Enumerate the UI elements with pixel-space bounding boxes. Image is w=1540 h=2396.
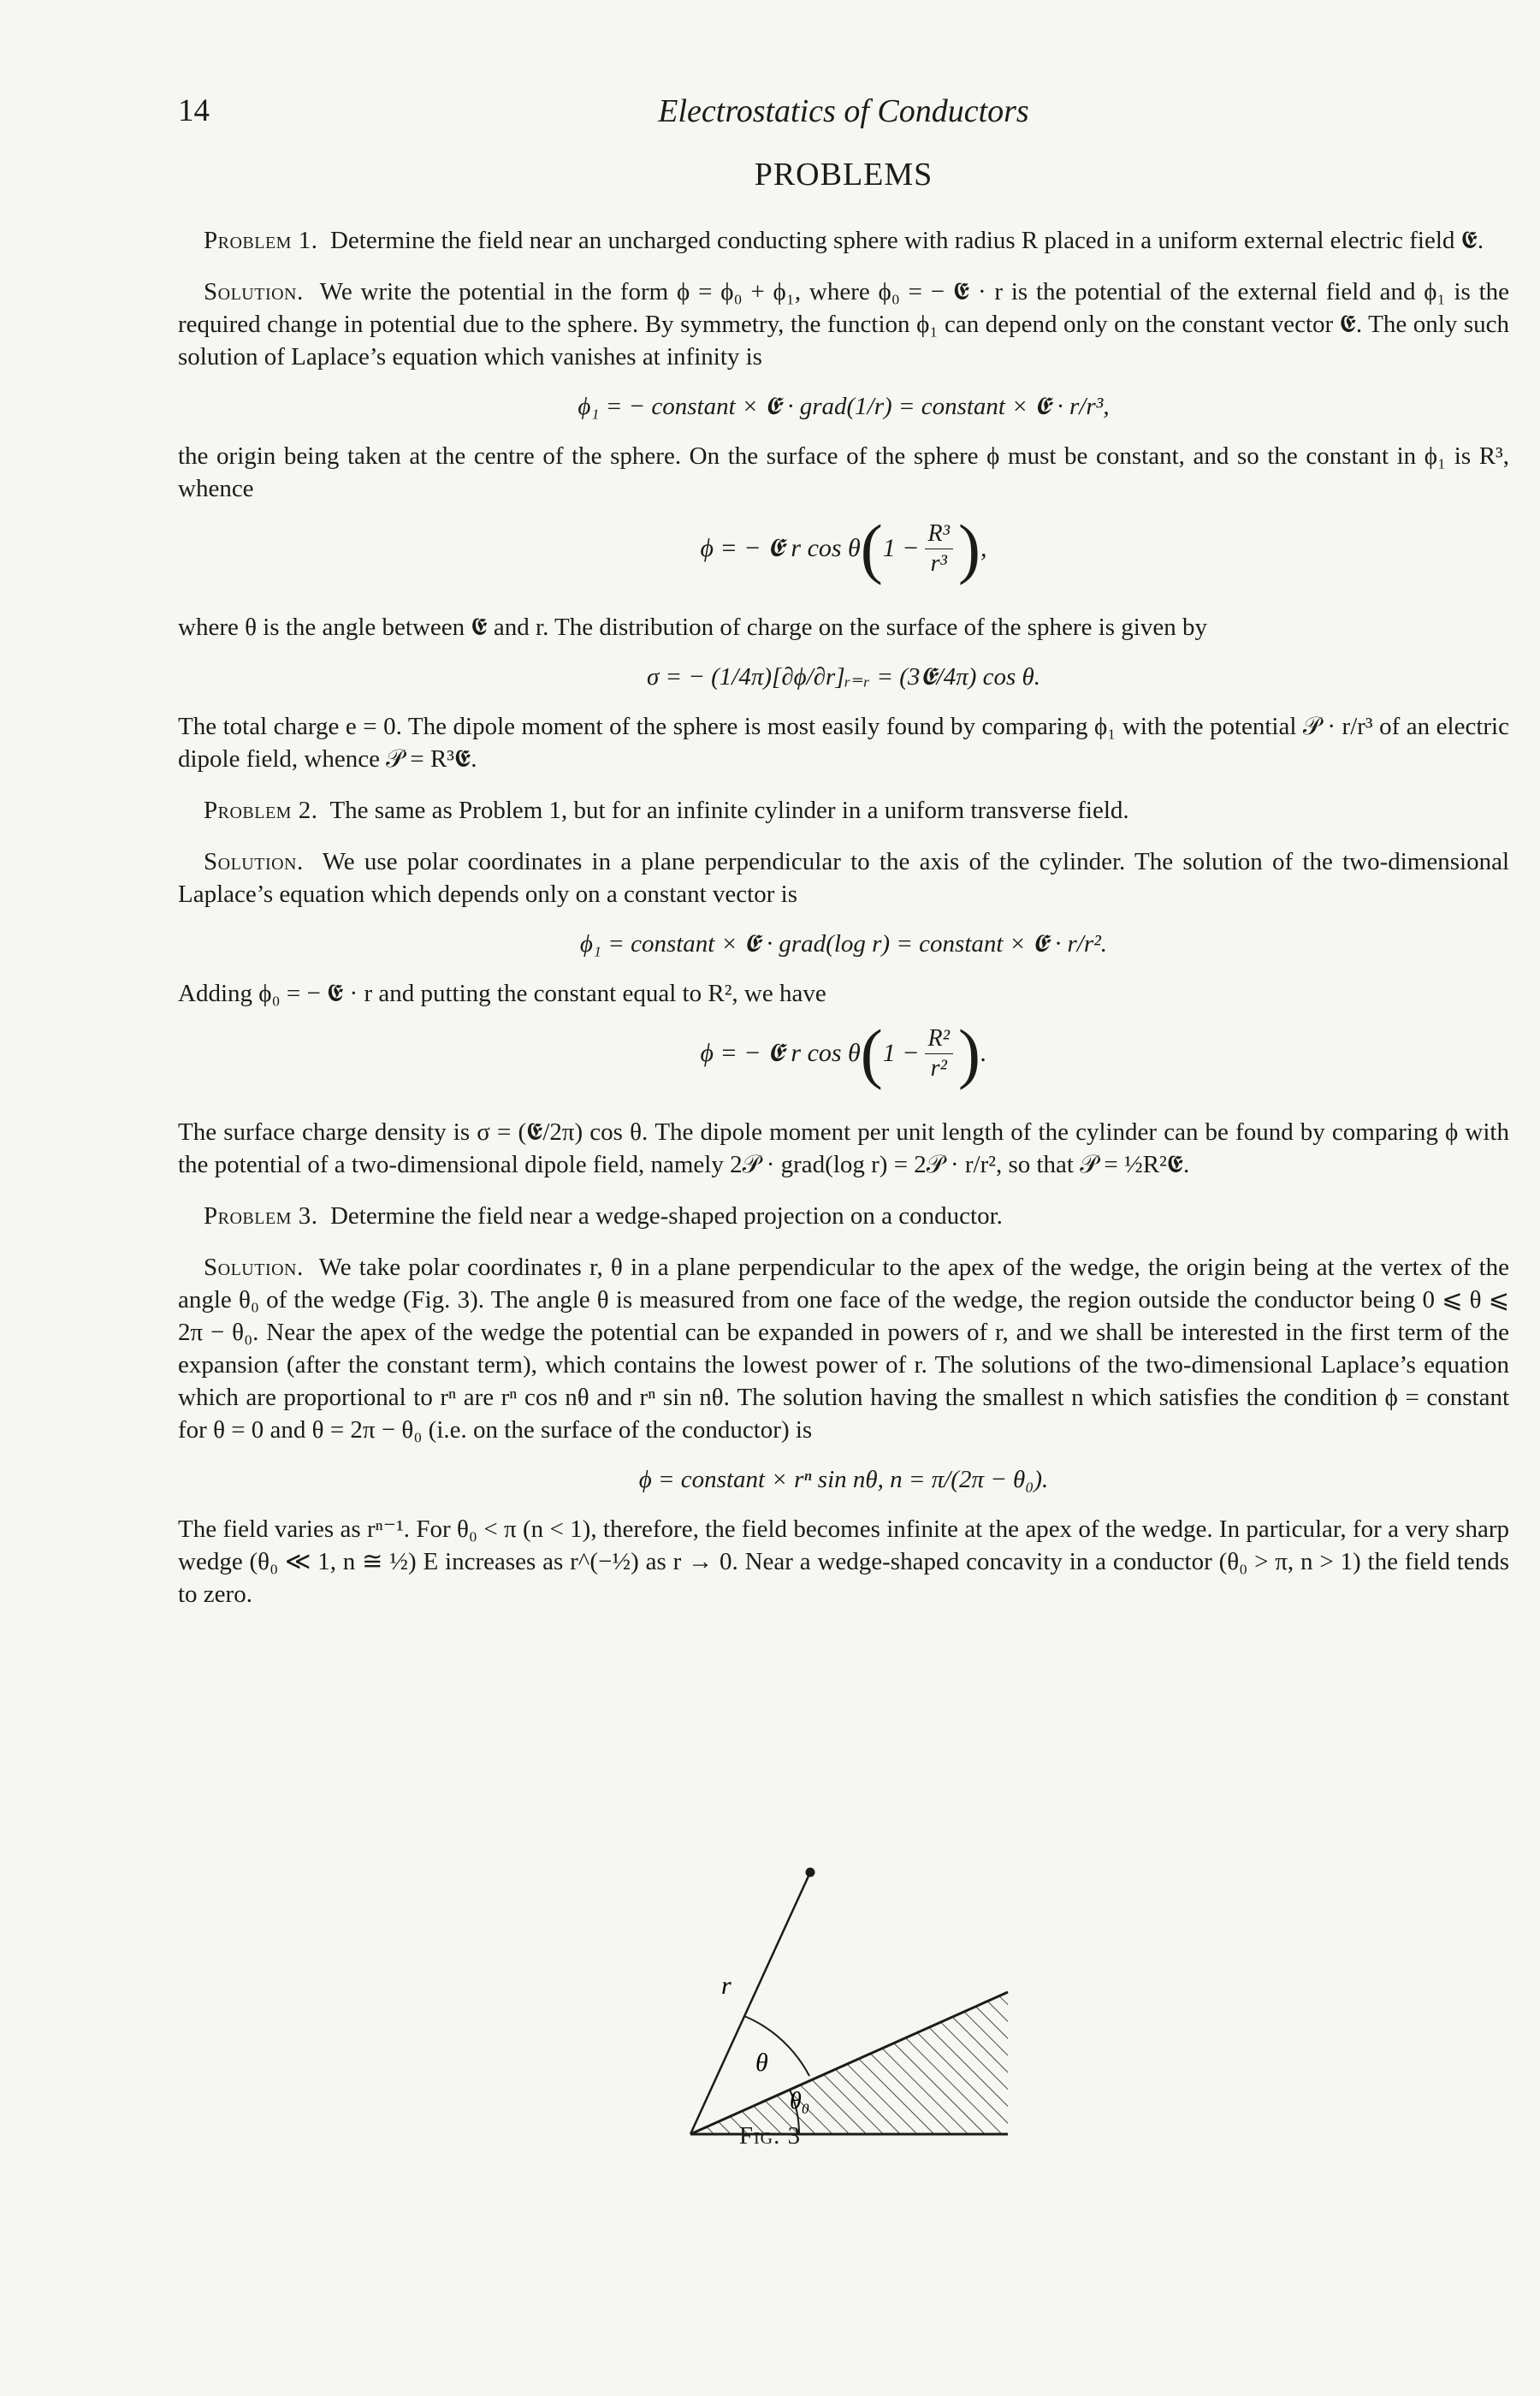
problem-1-text: Determine the field near an uncharged conducting sphere with radius R placed in a uniform external electric field 𝕰. [329, 227, 1484, 254]
solution-2-text-3: The surface charge density is σ = (𝕰/2π) cos θ. The dipole moment per unit length of the cylinder can be found by comparing ϕ with the potential of a two-dimensional dipole field, namely 2𝒫 · grad(log r) = 2𝒫 · r/r², so that 𝒫 = ½R²𝕰. [178, 1118, 1509, 1178]
label-r: r [721, 1972, 732, 2000]
label-theta0: θ₀ [790, 2088, 810, 2114]
page-number: 14 [178, 93, 210, 128]
solution-3-text: We take polar coordinates r, θ in a plane perpendicular to the apex of the wedge, the origin being at the vertex of the angle θ₀ of the wedge (Fig. 3). The angle θ is measured from one face of the wedge, the region outside the conductor being 0 ⩽ θ ⩽ 2π − θ₀. Near the apex of the wedge the potential can be expanded in powers of r, and we shall be interested in the first term of the expansion (after the constant term), which contains the lowest power of r. The solutions of the two-dimensional Laplace’s equation which are proportional to rⁿ are rⁿ cos nθ and rⁿ sin nθ. The solution having the smallest n which satisfies the condition ϕ = constant for θ = 0 and θ = 2π − θ₀ (i.e. on the surface of the conductor) is [178, 1254, 1509, 1444]
fraction-numerator: R³ [925, 519, 954, 549]
equation-phi-sphere-fraction [925, 519, 954, 578]
problem-3-lead: Problem 3. [204, 1202, 318, 1230]
equation-phi-cylinder-fraction [925, 1024, 954, 1083]
solution-1-lead: Solution. [204, 278, 304, 305]
solution-1-text-2: the origin being taken at the centre of the sphere. On the surface of the sphere ϕ must be constant, and so the constant in ϕ₁ is R³, whence [178, 442, 1509, 502]
problem-2 [178, 794, 1509, 827]
theta-arc [744, 2016, 809, 2076]
equation-phi-sphere: ϕ = − 𝕰 r cos θ ( 1 − $\frac{\text{R³}}{\text{r³}}$ ) , [700, 511, 987, 585]
solution-1-text-4: The total charge e = 0. The dipole moment of the sphere is most easily found by comparing ϕ₁ with the potential 𝒫 · r/r³ of an electric dipole field, whence 𝒫 = R³𝕰. [178, 713, 1509, 773]
equation-phi-cylinder-lhs: ϕ = − 𝕰 r cos θ [700, 1039, 861, 1067]
problem-3 [178, 1200, 1509, 1232]
radius-endpoint [806, 1868, 815, 1877]
section-title: PROBLEMS [754, 157, 933, 193]
equation-sigma-sphere: σ = − (1/4π)[∂ϕ/∂r]ᵣ₌ᵣ = (3𝕰/4π) cos θ. [646, 663, 1041, 691]
equation-phi-sphere-tail: , [980, 534, 987, 562]
solution-2-lead: Solution. [204, 848, 304, 875]
solution-1-text: We write the potential in the form ϕ = ϕ₀ + ϕ₁, where ϕ₀ = − 𝕰 · r is the potential of the external field and ϕ₁ is the required change in potential due to the sphere. By symmetry, the function ϕ₁ can depend only on the constant vector 𝕰. The only such solution of Laplace’s equation which vanishes at infinity is [178, 278, 1509, 371]
fraction-denominator: r² [930, 1054, 947, 1082]
problem-2-lead: Problem 2. [204, 797, 318, 824]
page [178, 92, 1509, 1610]
solution-3 [178, 1251, 1509, 1446]
fraction-numerator: R² [925, 1024, 954, 1054]
running-title: Electrostatics of Conductors [658, 93, 1029, 129]
solution-1 [178, 276, 1509, 373]
solution-1-text-3: where θ is the angle between 𝕰 and r. The distribution of charge on the surface of the sphere is given by [178, 614, 1207, 641]
figure-caption: Fig. 3 [738, 2122, 802, 2150]
equation-phi-cylinder-tail: . [980, 1039, 987, 1067]
equation-phi1-sphere: ϕ₁ = − constant × 𝕰 · grad(1/r) = constant × 𝕰 · r/r³, [578, 393, 1110, 420]
solution-3-lead: Solution. [204, 1254, 304, 1281]
equation-phi-cylinder-one: 1 − [882, 1039, 920, 1067]
problem-1-lead: Problem 1. [204, 227, 318, 254]
figure-3-wedge-diagram [680, 1864, 1048, 2146]
solution-2-text: We use polar coordinates in a plane perpendicular to the axis of the cylinder. The solution of the two-dimensional Laplace’s equation which depends only on a constant vector is [178, 848, 1510, 908]
equation-phi-cylinder: ϕ = − 𝕰 r cos θ ( 1 − $\frac{\text{R²}}{\text{r²}}$ ) . [700, 1016, 987, 1090]
fraction-denominator: r³ [930, 549, 947, 577]
solution-2 [178, 845, 1509, 910]
problem-3-text: Determine the field near a wedge-shaped projection on a conductor. [329, 1202, 1003, 1230]
label-theta: θ [755, 2049, 768, 2077]
equation-phi1-cylinder: ϕ₁ = constant × 𝕰 · grad(log r) = constant × 𝕰 · r/r². [579, 930, 1108, 958]
solution-3-text-2: The field varies as rⁿ⁻¹. For θ₀ < π (n < 1), therefore, the field becomes infinite at the apex of the wedge. In particular, for a very sharp wedge (θ₀ ≪ 1, n ≅ ½) E increases as r^(−½) as r → 0. Near a wedge-shaped concavity in a conductor (θ₀ > π, n > 1) the field tends to zero. [178, 1515, 1509, 1608]
equation-phi-wedge: ϕ = constant × rⁿ sin nθ, n = π/(2π − θ₀). [638, 1466, 1049, 1493]
problem-2-text: The same as Problem 1, but for an infinite cylinder in a uniform transverse field. [329, 797, 1129, 824]
equation-phi-sphere-lhs: ϕ = − 𝕰 r cos θ [700, 534, 861, 562]
solution-2-text-2: Adding ϕ₀ = − 𝕰 · r and putting the constant equal to R², we have [178, 980, 826, 1007]
problem-1 [178, 224, 1509, 257]
equation-phi-sphere-one: 1 − [882, 534, 920, 562]
page-header [178, 92, 1509, 140]
